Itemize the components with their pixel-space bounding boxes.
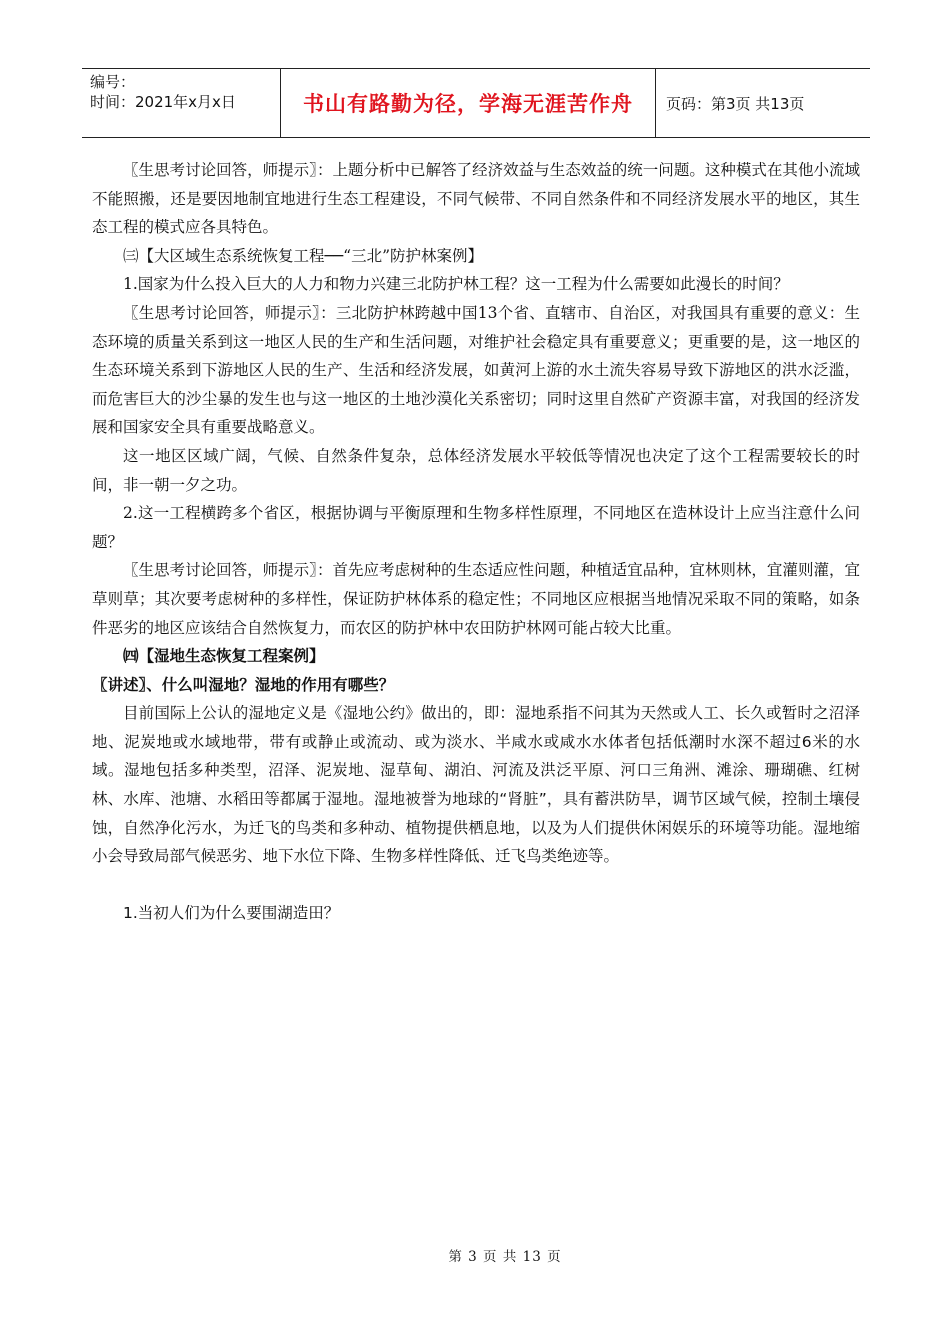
document-number: 编号： [90, 73, 136, 91]
section-heading-4: ㈣【湿地生态恢复工程案例】 [123, 647, 325, 666]
page-footer: 第 3 页 共 13 页 [448, 1249, 562, 1265]
discussion-answer-2-continued: 这一地区区域广阔，气候、自然条件复杂，总体经济发展水平较低等情况也决定了这个工程需要较长的时间，非一朝一夕之功。 [92, 446, 860, 494]
section-heading-3: ㈢【大区域生态系统恢复工程──“三北”防护林案例】 [123, 246, 484, 265]
question-3: 1.当初人们为什么要围湖造田？ [123, 903, 340, 922]
header-meta [82, 69, 280, 137]
header-motto: 书山有路勤为径，学海无涯苦作舟 [280, 69, 656, 137]
discussion-answer-3: 〖生思考讨论回答，师提示〗：首先应考虑树种的生态适应性问题，种植适宜品种，宜林则林，宜灌则灌，宜草则草；其次要考虑树种的多样性，保证防护林体系的稳定性；不同地区应根据当地情况采取不同的策略，如条件恶劣的地区应该结合自然恢复力，而农区的防护林中农田防护林网可能占较大比重。 [92, 561, 860, 637]
document-date: 时间：2021年x月x日 [90, 93, 236, 111]
wetland-definition: 目前国际上公认的湿地定义是《湿地公约》做出的，即：湿地系指不问其为天然或人工、长久或暂时之沼泽地、泥炭地或水域地带，带有或静止或流动、或为淡水、半咸水或咸水水体者包括低潮时水深不超过6米的水域。湿地包括多种类型，沼泽、泥炭地、湿草甸、湖泊、河流及洪泛平原、河口三角洲、滩涂、珊瑚礁、红树林、水库、池塘、水稻田等都属于湿地。湿地被誉为地球的“肾脏”，具有蓄洪防旱，调节区域气候，控制土壤侵蚀，自然净化污水，为迁飞的鸟类和多种动、植物提供栖息地，以及为人们提供休闲娱乐的环境等功能。湿地缩小会导致局部气候恶劣、地下水位下降、生物多样性降低、迁飞鸟类绝迹等。 [92, 704, 860, 866]
header-page-number: 页码：第3页 共13页 [666, 94, 805, 113]
page-header [82, 68, 870, 138]
document-body [92, 156, 860, 927]
discussion-answer-1: 〖生思考讨论回答，师提示〗：上题分析中已解答了经济效益与生态效益的统一问题。这种模式在其他小流域不能照搬，还是要因地制宜地进行生态工程建设，不同气候带、不同自然条件和不同经济发展水平的地区，其生态工程的模式应各具特色。 [92, 161, 860, 237]
question-2: 2.这一工程横跨多个省区，根据协调与平衡原理和生物多样性原理，不同地区在造林设计上应当注意什么问题？ [92, 504, 860, 551]
discussion-answer-2: 〖生思考讨论回答，师提示〗：三北防护林跨越中国13个省、直辖市、自治区，对我国具有重要的意义：生态环境的质量关系到这一地区人民的生产和生活问题，对维护社会稳定具有重要意义；更重要的是，这一地区的生态环境关系到下游地区人民的生产、生活和经济发展，如黄河上游的水土流失容易导致下游地区的洪水泛滥，而危害巨大的沙尘暴的发生也与这一地区的土地沙漠化关系密切；同时这里自然矿产资源丰富，对我国的经济发展和国家安全具有重要战略意义。 [92, 303, 860, 437]
lecture-prompt: 〖讲述〗、什么叫湿地？湿地的作用有哪些？ [92, 675, 395, 694]
question-1: 1.国家为什么投入巨大的人力和物力兴建三北防护林工程？这一工程为什么需要如此漫长的时间？ [123, 275, 789, 294]
